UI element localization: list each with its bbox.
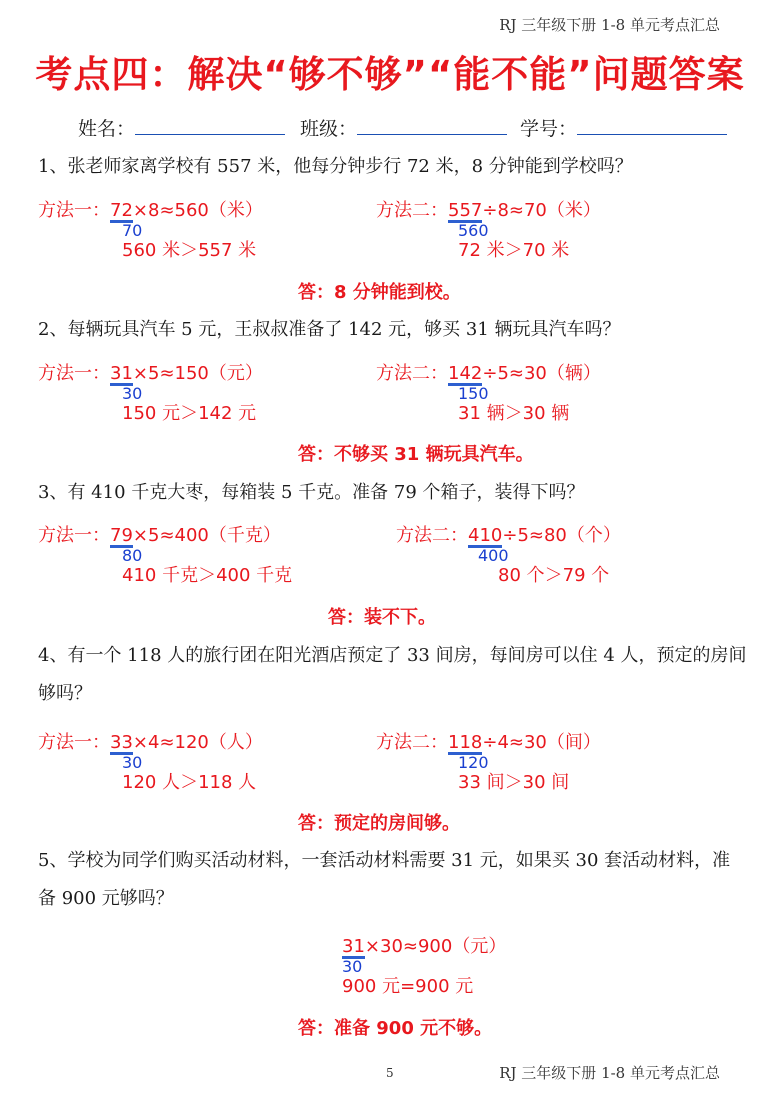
q2-answer: 答：不够买 31 辆玩具汽车。 bbox=[298, 444, 534, 465]
name-field[interactable] bbox=[78, 114, 285, 141]
page-header: RJ 三年级下册 1-8 单元考点汇总 bbox=[499, 16, 720, 34]
question-5-text: 5、学校为同学们购买活动材料，一套活动材料需要 31 元，如果买 30 套活动材料，准备 900 元够吗？ bbox=[38, 850, 731, 909]
q5-expression: 31×30≈900（元） bbox=[342, 936, 507, 957]
q1-method1-compare: 560 米＞557 米 bbox=[122, 240, 257, 261]
page-number: 5 bbox=[386, 1066, 394, 1080]
q5-answer: 答：准备 900 元不够。 bbox=[298, 1018, 493, 1039]
class-field[interactable] bbox=[300, 114, 507, 141]
q2-method1-approx: 30 bbox=[122, 384, 143, 403]
q3-method2-compare: 80 个＞79 个 bbox=[498, 565, 610, 586]
name-label: 姓名： bbox=[78, 118, 136, 140]
q1-method2-expression: 方法二：557÷8≈70（米） bbox=[376, 200, 601, 221]
page-title: 考点四：解决“够不够”“能不能”问题答案 bbox=[35, 53, 745, 96]
q1-method2-approx: 560 bbox=[458, 221, 489, 240]
q2-method2-expression: 方法二：142÷5≈30（辆） bbox=[376, 363, 601, 384]
q4-method2-compare: 33 间＞30 间 bbox=[458, 772, 570, 793]
page-footer: RJ 三年级下册 1-8 单元考点汇总 bbox=[499, 1064, 720, 1082]
class-label: 班级： bbox=[300, 118, 358, 140]
q5-compare: 900 元=900 元 bbox=[342, 976, 474, 997]
q4-method1-compare: 120 人＞118 人 bbox=[122, 772, 257, 793]
q2-method2-compare: 31 辆＞30 辆 bbox=[458, 403, 570, 424]
name-blank[interactable] bbox=[135, 116, 285, 135]
q2-method2-approx: 150 bbox=[458, 384, 489, 403]
q1-method2-compare: 72 米＞70 米 bbox=[458, 240, 570, 261]
q3-method1-expression: 方法一：79×5≈400（千克） bbox=[38, 525, 281, 546]
q3-method2-approx: 400 bbox=[478, 546, 509, 565]
question-1-text: 1、张老师家离学校有 557 米，他每分钟步行 72 米，8 分钟能到学校吗？ bbox=[38, 156, 633, 177]
number-label: 学号： bbox=[520, 118, 578, 140]
q4-method2-expression: 方法二：118÷4≈30（间） bbox=[376, 732, 601, 753]
q1-method1-expression: 方法一：72×8≈560（米） bbox=[38, 200, 263, 221]
q2-method1-expression: 方法一：31×5≈150（元） bbox=[38, 363, 263, 384]
q3-method1-approx: 80 bbox=[122, 546, 143, 565]
q3-answer: 答：装不下。 bbox=[328, 607, 436, 628]
number-field[interactable] bbox=[520, 114, 727, 141]
q4-method1-expression: 方法一：33×4≈120（人） bbox=[38, 732, 263, 753]
q3-method1-compare: 410 千克＞400 千克 bbox=[122, 565, 293, 586]
q4-answer: 答：预定的房间够。 bbox=[298, 813, 460, 834]
q3-method2-expression: 方法二：410÷5≈80（个） bbox=[396, 525, 621, 546]
q4-method2-approx: 120 bbox=[458, 753, 489, 772]
q2-method1-compare: 150 元＞142 元 bbox=[122, 403, 257, 424]
question-3-text: 3、有 410 千克大枣，每箱装 5 千克。准备 79 个箱子，装得下吗？ bbox=[38, 482, 585, 503]
question-2-text: 2、每辆玩具汽车 5 元，王叔叔准备了 142 元，够买 31 辆玩具汽车吗？ bbox=[38, 319, 621, 340]
q1-method1-approx: 70 bbox=[122, 221, 143, 240]
question-4-text: 4、有一个 118 人的旅行团在阳光酒店预定了 33 间房，每间房可以住 4 人，预定的房间够吗？ bbox=[38, 645, 747, 704]
q5-approx: 30 bbox=[342, 957, 363, 976]
number-blank[interactable] bbox=[577, 116, 727, 135]
q4-method1-approx: 30 bbox=[122, 753, 143, 772]
q1-answer: 答：8 分钟能到校。 bbox=[298, 282, 461, 303]
class-blank[interactable] bbox=[357, 116, 507, 135]
